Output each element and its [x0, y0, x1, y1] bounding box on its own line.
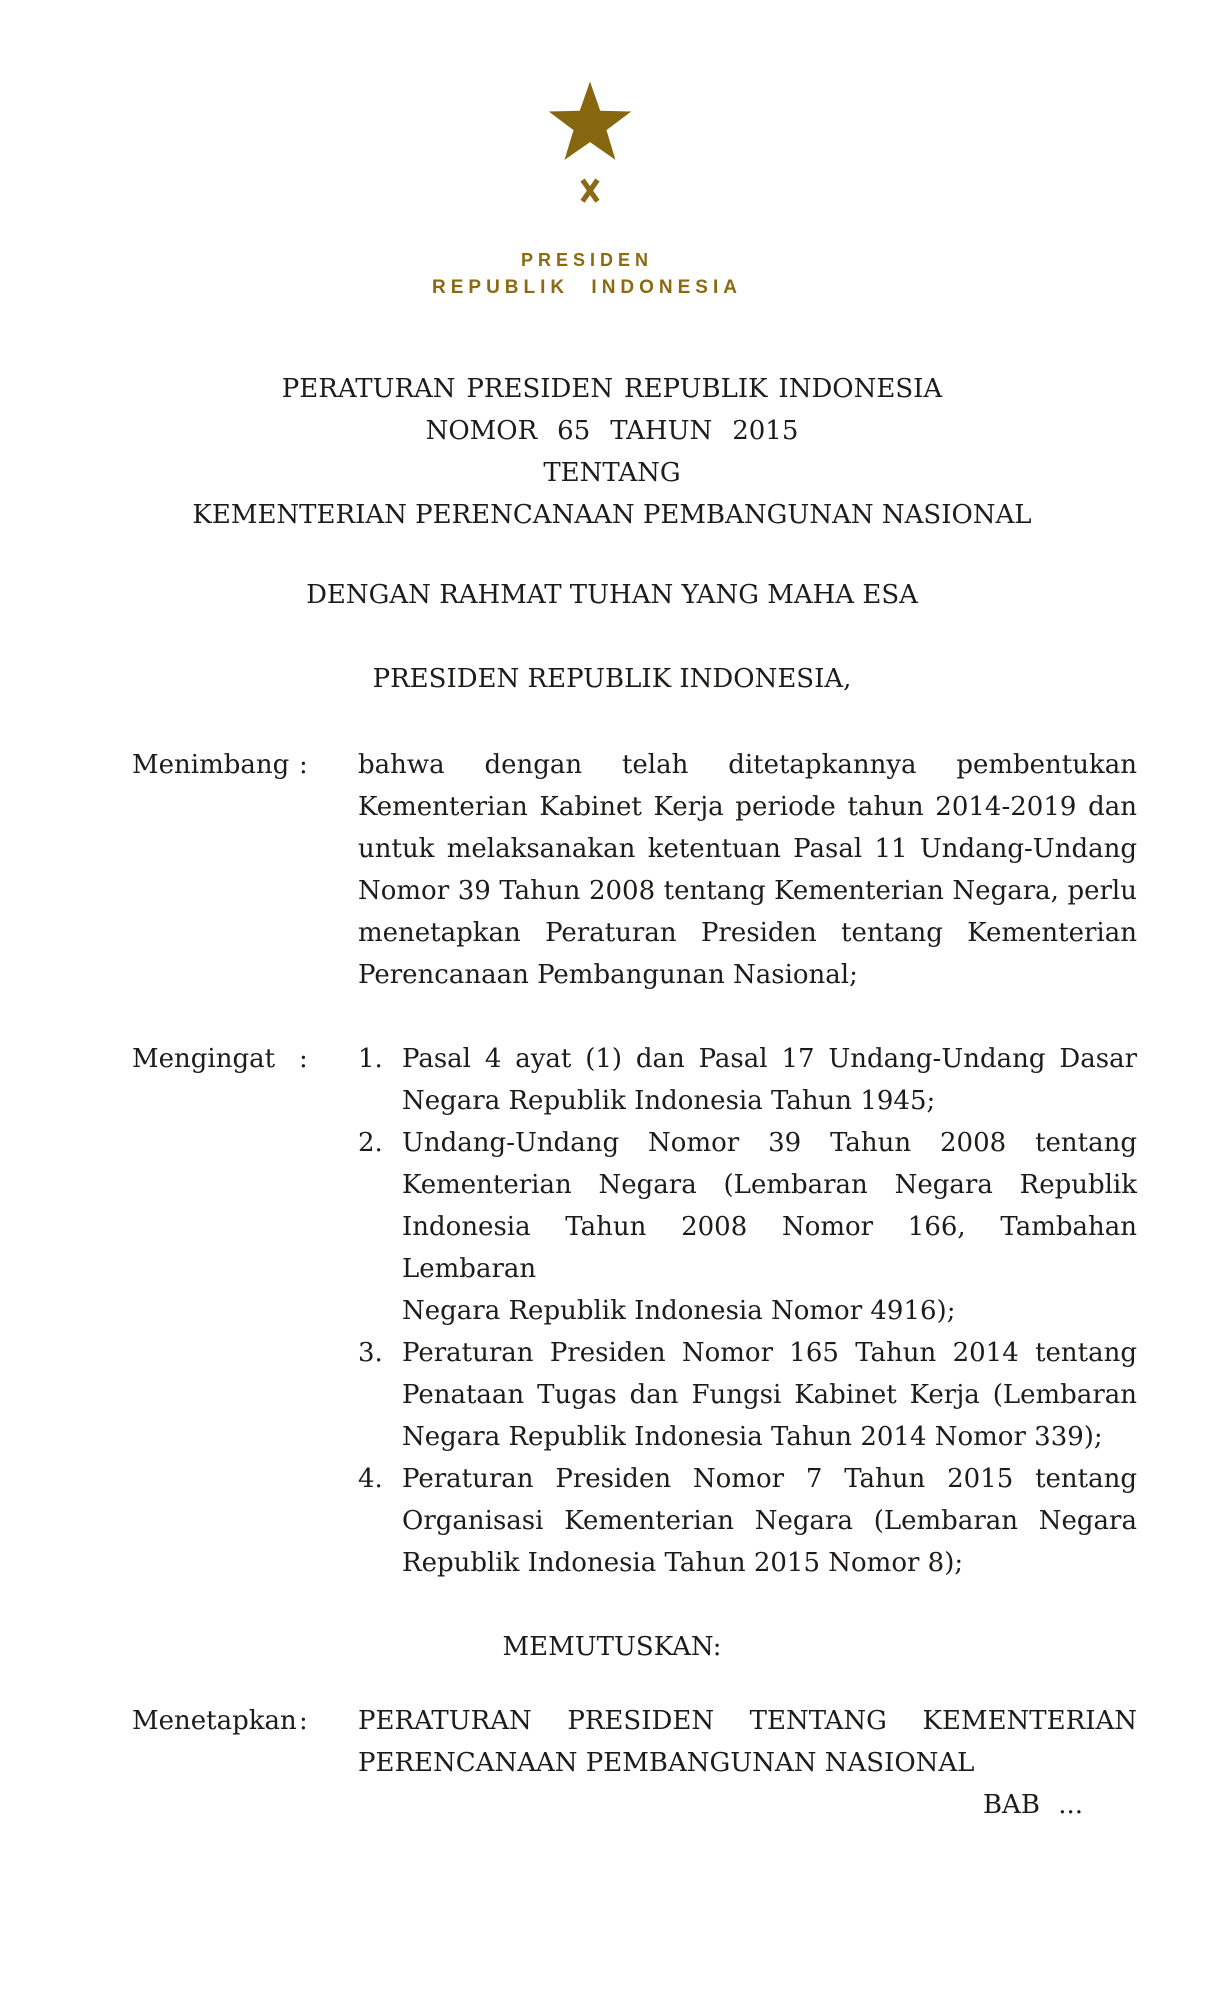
legal-basis-item: [358, 1038, 1137, 1122]
gold-star-wreath-emblem-icon: [510, 52, 670, 208]
list-item-number: 2.: [358, 1128, 383, 1158]
list-item-number: 1.: [358, 1044, 383, 1074]
menetapkan-text: PERATURAN PRESIDEN TENTANG KEMENTERIAN PERENCANAAN PEMBANGUNAN NASIONAL: [358, 1706, 1137, 1778]
title-line-tentang: TENTANG: [543, 458, 681, 488]
list-item-text: Peraturan Presiden Nomor 165 Tahun 2014 tentang Penataan Tugas dan Fungsi Kabinet Kerja (Lembaran Negara Republik Indonesia Tahun 2014 Nomor 339);: [402, 1338, 1137, 1452]
menimbang-text: bahwa dengan telah ditetapkannya pembentukan Kementerian Kabinet Kerja periode tahun 2014-2019 dan untuk melaksanakan ketentuan Pasal 11 Undang-Undang Nomor 39 Tahun 2008 tentang Kementerian Negara, perlu menetapkan Peraturan Presiden tentang Kementerian Perencanaan Pembangunan Nasional;: [358, 750, 1137, 990]
legal-basis-item: [358, 1122, 1137, 1332]
mengingat-section: [0, 1038, 1224, 1584]
legal-basis-item: [358, 1332, 1137, 1458]
list-item-text: Undang-Undang Nomor 39 Tahun 2008 tentang Kementerian Negara (Lembaran Negara Republik Indonesia Tahun 2008 Nomor 166, Tambahan Lembaran Negara Republik Indonesia Nomor 4916);: [402, 1128, 1137, 1326]
mengingat-list: [358, 1038, 1137, 1584]
list-item-text: Peraturan Presiden Nomor 7 Tahun 2015 tentang Organisasi Kementerian Negara (Lembaran Negara Republik Indonesia Tahun 2015 Nomor 8);: [402, 1464, 1137, 1578]
invocation-line: DENGAN RAHMAT TUHAN YANG MAHA ESA: [306, 580, 918, 610]
legal-basis-item: [358, 1458, 1137, 1584]
menetapkan-section: [0, 1700, 1224, 1784]
menimbang-label: Menimbang: [132, 750, 290, 780]
authority-line: PRESIDEN REPUBLIK INDONESIA,: [372, 664, 852, 694]
letterhead: [0, 246, 1199, 302]
menetapkan-colon: :: [299, 1706, 308, 1736]
title-line-number: NOMOR 65 TAHUN 2015: [425, 416, 799, 446]
title-line-regulation: PERATURAN PRESIDEN REPUBLIK INDONESIA: [281, 374, 943, 404]
letterhead-presiden: PRESIDEN: [520, 250, 654, 270]
regulation-title: [0, 368, 1224, 536]
emblem-container: [0, 52, 1224, 212]
catchword-bab: BAB ...: [982, 1790, 1083, 1820]
list-item-number: 4.: [358, 1464, 383, 1494]
list-item-number: 3.: [358, 1338, 383, 1368]
menimbang-colon: :: [299, 750, 308, 780]
title-line-subject: KEMENTERIAN PERENCANAAN PEMBANGUNAN NASIONAL: [192, 500, 1032, 530]
mengingat-label: Mengingat: [132, 1044, 276, 1074]
list-item-text: Pasal 4 ayat (1) dan Pasal 17 Undang-Undang Dasar Negara Republik Indonesia Tahun 1945;: [402, 1044, 1137, 1116]
memutuskan-heading: MEMUTUSKAN:: [502, 1632, 722, 1662]
mengingat-colon: :: [299, 1044, 308, 1074]
menimbang-section: [0, 744, 1224, 996]
menetapkan-label: Menetapkan: [132, 1706, 297, 1736]
letterhead-republik-indonesia: REPUBLIK INDONESIA: [432, 277, 742, 298]
